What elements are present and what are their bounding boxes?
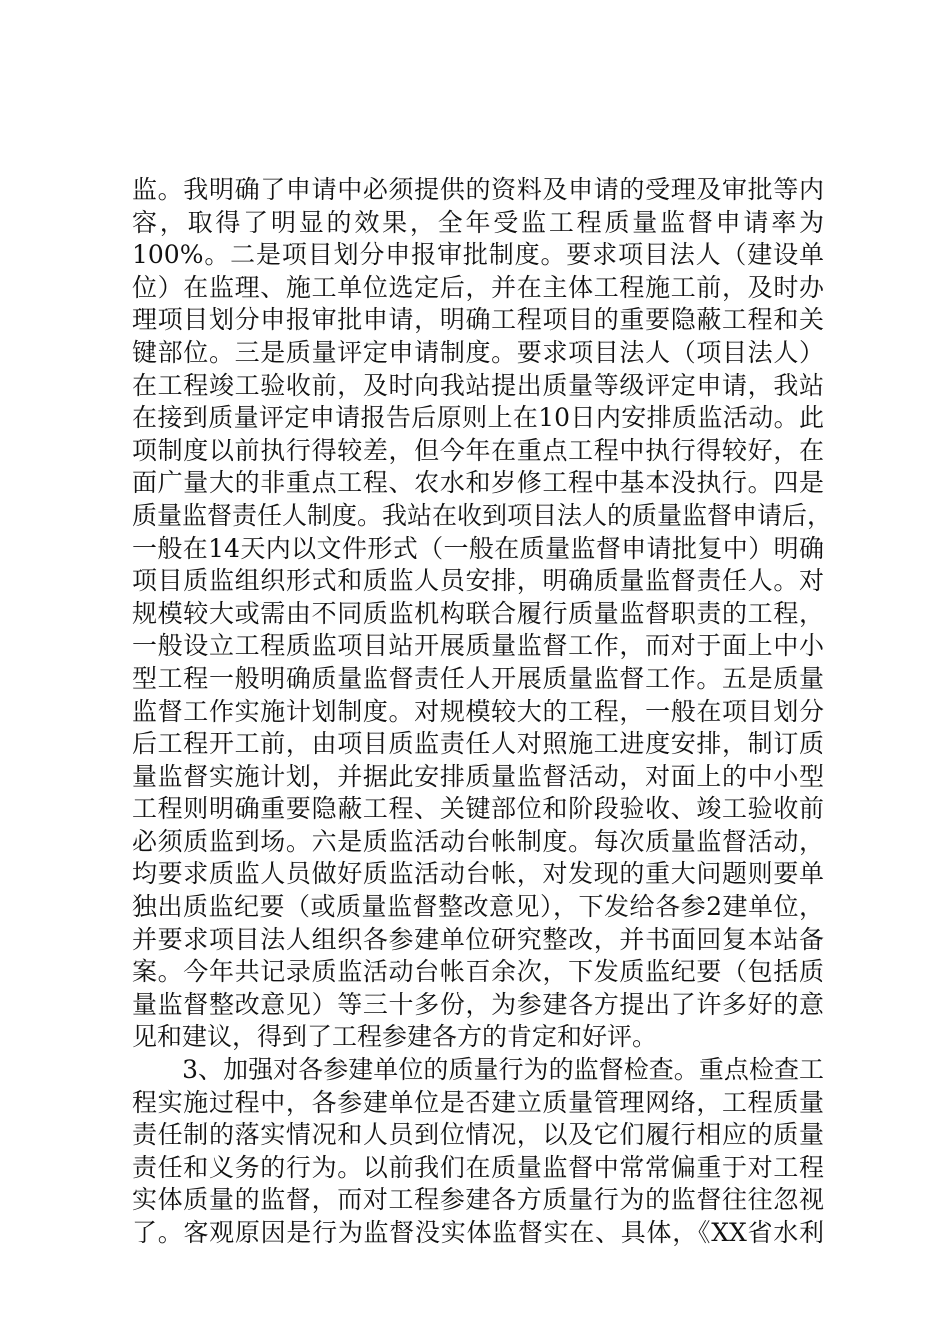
text-line: 一般在14天内以文件形式（一般在质量监督申请批复中）明确 — [132, 533, 824, 563]
text-line: 项目质监组织形式和质监人员安排，明确质量监督责任人。对 — [132, 566, 824, 596]
text-line: 一般设立工程质监项目站开展质量监督工作，而对于面上中小 — [132, 631, 824, 661]
text-line: 项制度以前执行得较差，但今年在重点工程中执行得较好，在 — [132, 435, 824, 465]
text-line: 规模较大或需由不同质监机构联合履行质量监督职责的工程， — [132, 598, 824, 628]
text-line: 工程则明确重要隐蔽工程、关键部位和阶段验收、竣工验收前 — [132, 794, 824, 824]
text-line: 型工程一般明确质量监督责任人开展质量监督工作。五是质量 — [132, 663, 824, 693]
text-line: 案。今年共记录质监活动台帐百余次，下发质监纪要（包括质 — [132, 957, 824, 987]
text-line: 责任制的落实情况和人员到位情况，以及它们履行相应的质量 — [132, 1120, 824, 1150]
text-line: 容，取得了明显的效果，全年受监工程质量监督申请率为 — [132, 207, 824, 237]
text-line: 监督工作实施计划制度。对规模较大的工程，一般在项目划分 — [132, 696, 824, 726]
text-line: 责任和义务的行为。以前我们在质量监督中常常偏重于对工程 — [132, 1152, 824, 1182]
text-line: 均要求质监人员做好质监活动台帐，对发现的重大问题则要单 — [132, 859, 824, 889]
text-line: 并要求项目法人组织各参建单位研究整改，并书面回复本站备 — [132, 924, 824, 954]
text-line: 后工程开工前，由项目质监责任人对照施工进度安排，制订质 — [132, 729, 824, 759]
text-line: 量监督实施计划，并据此安排质量监督活动，对面上的中小型 — [132, 761, 824, 791]
paragraph-end-line: 见和建议，得到了工程参建各方的肯定和好评。 — [132, 1022, 658, 1052]
text-line: 100%。二是项目划分申报审批制度。要求项目法人（建设单 — [132, 240, 824, 270]
text-line: 键部位。三是质量评定申请制度。要求项目法人（项目法人） — [132, 337, 824, 367]
text-line: 实体质量的监督，而对工程参建各方质量行为的监督往往忽视 — [132, 1185, 824, 1215]
text-line: 程实施过程中，各参建单位是否建立质量管理网络，工程质量 — [132, 1087, 824, 1117]
text-line: 量监督整改意见）等三十多份，为参建各方提出了许多好的意 — [132, 989, 824, 1019]
text-line: 独出质监纪要（或质量监督整改意见），下发给各参2建单位， — [132, 892, 824, 922]
text-line: 了。客观原因是行为监督没实体监督实在、具体，《XX省水利 — [132, 1218, 824, 1247]
text-line: 面广量大的非重点工程、农水和岁修工程中基本没执行。四是 — [132, 468, 824, 498]
text-line: 监。我明确了申请中必须提供的资料及申请的受理及审批等内 — [132, 175, 824, 204]
document-body-text — [132, 174, 833, 1250]
text-line: 理项目划分申报审批申请，明确工程项目的重要隐蔽工程和关 — [132, 305, 824, 335]
text-line: 位）在监理、施工单位选定后，并在主体工程施工前，及时办 — [132, 272, 824, 302]
text-line: 在接到质量评定申请报告后原则上在10日内安排质监活动。此 — [132, 403, 824, 433]
text-line: 必须质监到场。六是质监活动台帐制度。每次质量监督活动， — [132, 826, 824, 856]
text-line: 在工程竣工验收前，及时向我站提出质量等级评定申请，我站 — [132, 370, 824, 400]
text-line: 质量监督责任人制度。我站在收到项目法人的质量监督申请后， — [132, 500, 833, 530]
text-line: 3、加强对各参建单位的质量行为的监督检查。重点检查工 — [132, 1055, 824, 1085]
